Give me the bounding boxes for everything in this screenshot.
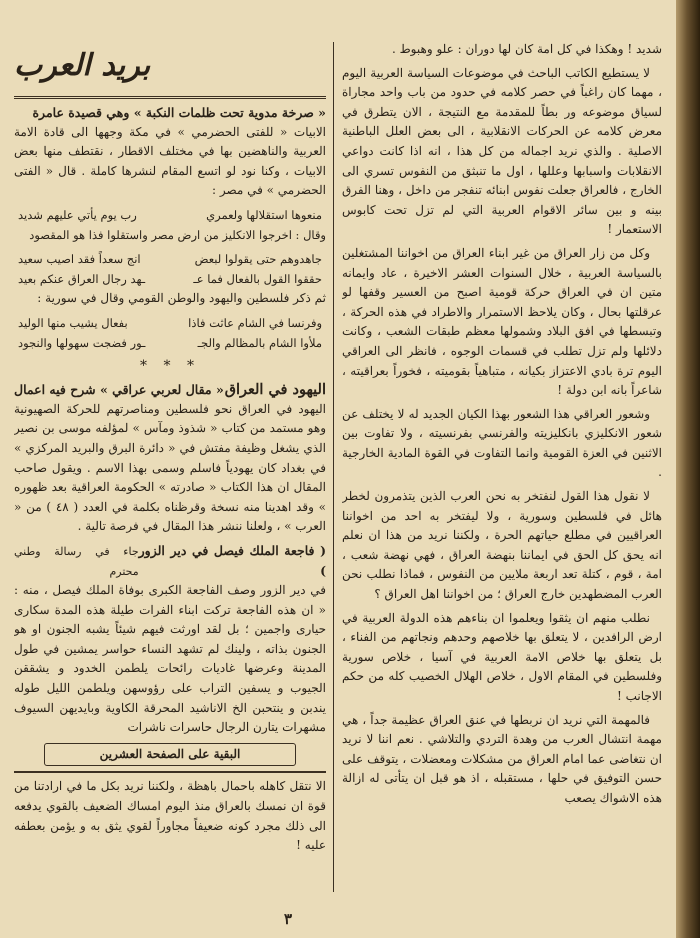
poem-block-2 (14, 249, 326, 289)
left-column (14, 40, 326, 918)
poem-hemistich: ـور فضجت سهولها والنجود (18, 335, 146, 350)
poem-line (14, 249, 326, 269)
poem-hemistich: ـهد رجال العراق عنكم بعيد (18, 271, 146, 286)
poem-hemistich: حققوا القول بالفعال فما عـ (193, 271, 322, 286)
poem-intro: ثم ذكر فلسطين واليهود والوطن القومي وقال في سورية : (37, 290, 326, 305)
paragraph: لا يستطيع الكاتب الباحث في موضوعات السياسة العربية اليوم ، مهما كان راغباً في حصر كلامه في حدود من باب واحد مجاراة لسياق موضوعه ور بطاً للمقدمة مع النتيجة ، الان يتطرق في معرض كلامه عن الحركات الانقلابية ، الى بعض العلل الباطنية الاصلية . والذي نريد اجماله من كل هذا ، انه اذا كانت دواعي الانقلابات واسبابها وعللها ، اول ما تنبثق من النفوس تسري الى الخارج ، فالعراق جعلت نفوس ابنائه تنفجر من داخل ، وهنا الفرق بينه و بين سائر الاقوام العربية التي لم تزل تحت كابوس الاستعمار ! (342, 65, 662, 237)
book-spine (676, 0, 700, 938)
poem-hemistich: ملأوا الشام بالمظالم والجـ (197, 335, 322, 350)
deir-header (14, 541, 326, 581)
poem-block-3 (14, 313, 326, 353)
section-separator: * * * (140, 357, 200, 374)
continued-note: البقية على الصفحة العشرين (44, 743, 296, 767)
article-subtitle: « مقال لعربي عراقي » شرح فيه اعمال (14, 382, 224, 398)
boxed-title: ( فاجعة الملك فيصل في دير الزور ) (138, 542, 326, 578)
poem-hemistich: انج سعداً فقد اصيب سعيد (18, 251, 141, 266)
right-column (342, 40, 662, 918)
poem-hemistich: رب يوم يأتي عليهم شديد (18, 207, 137, 222)
article-header (14, 380, 326, 400)
masthead-rule (14, 96, 326, 99)
article-text: اليهود في العراق نحو فلسطين ومناصرتهم للحركة الصهيونية وهو مستمد من كتاب « شذوذ ومآس » لمؤلفه موسى بن نصير الذي يشغل وظيفة مفتش في « دائرة البرق والبريد المركزي » في بغداد كان يهودياً فاسلم وسمى بهذا الاسم . ويقول صاحب المقال ان هذا الكتاب « صادرته » الحكومة العراقية بعد ظهوره » وقد اهدينا منه نسخة وقرظناه بكلمة في العدد ( ٤٨ ) من « العرب » ، ولعلنا ننشر هذا المقال في فرصة تالية . (14, 401, 326, 534)
intro-text: الابيات « للفتى الحضرمي » في مكة وجهها الى قادة الامة العربية والناهضين بها في مختلف الاقطار ، نقتطف منها بعض الابيات ، وكنا نود لو اتسع المقام لنشرها كاملة . قال « الفتى الحضرمي » في مصر : (14, 124, 326, 198)
paragraph: وكل من زار العراق من غير ابناء العراق من اخواننا المشتغلين بالسياسة العربية ، خلال السنوات العشر الاخيرة ، عاد وايمانه متين ان في العراق حركة قومية اصبح من العسير وقفها لو عرقلتها بحال ، وكان يلاحظ الاستمرار والاطراد في هذه الحركة ، وتبسطها في افق البلاد وشمولها معظم طبقات الشعب ، وكانت دلائلها ولم تزل تطلب في قسمات الوجوه ، فانظر الى العراقي اليوم ترة بادي الاعتزاز بكيانه ، متباهياً بقوميته ، فخوراً بعراقيته ، شاعراً بانه ابن دولة ! (342, 245, 662, 398)
poem-hemistich: منعوها استقلالها ولعمري (206, 207, 322, 222)
paragraph: لا نقول هذا القول لنفتخر به نحن العرب الذين يتذمرون لخطر هائل في فلسطين وسورية ، ولا ليفتخر به احد من اخواننا العراقيين في مطلع حياتهم الحرة ، ولكننا نريد من هذا ان نعلم انه يحق كل الحق في ايماننا بنهضة العراق ، فهي نهضة شعب ، امة ، قوم ، كتلة تعد اربعة ملايين من النفوس ، فماذا نطلب نحن العرب المضطهدين خارج العراق ؛ من اخواننا اهل العراق ؟ (342, 489, 662, 602)
masthead: بريد العرب (14, 48, 151, 83)
poem-line (14, 333, 326, 353)
poem-line (14, 205, 326, 225)
poem-hemistich: وفرنسا في الشام عاثت فاذا (188, 315, 322, 330)
poem-hemistich: جاهدوهم حتى يقولوا لبعض (194, 251, 322, 266)
poem-line (14, 313, 326, 333)
paragraph: شديد ! وهكذا في كل امة كان لها دوران : علو وهبوط . (391, 42, 662, 56)
article-title: اليهود في العراق (224, 381, 326, 399)
poem-line (14, 269, 326, 289)
paragraph: وشعور العراقي هذا الشعور بهذا الكيان الجديد له لا يختلف عن شعور الانكليزي بانكليزيته والفرنسي بفرنسيته ، ولا تفاوت بين الاثنين في العزة القومية وانما التفاوت في القوة المادية الخارجية . (342, 406, 662, 480)
column-divider (333, 42, 334, 892)
paragraph: نطلب منهم ان يثقوا ويعلموا ان بناءهم هذه الدولة العربية في ارض الرافدين ، لا يتعلق بها خلاصهم وحدهم ونجاتهم من الفناء ، بل يتعلق بها خلاص الامة العربية في آسيا ، خلاص سورية وفلسطين في المقام الاول ، خلاص الهلال الخصيب كله من حكم الاجانب ! (342, 610, 662, 703)
poem-hemistich: بفعال يشيب منها الوليد (18, 315, 128, 330)
paragraph: فالمهمة التي نريد ان نربطها في عنق العراق عظيمة جداً ، هي مهمة انتشال العرب من وهدة التردي والتلاشي . نعم اننا لا نريد ان نتغاضى عما امام العراق من مشكلات ومعضلات ، يتوقف على حسن التوفيق في حلها ، مستقبله ، اذ هو قبل ان يتأتى له ازالة هذه الاشواك يصعب (342, 712, 662, 805)
boxed-aside: جاء في رسالة وطني محترم (14, 544, 139, 578)
intro-heading: « صرخة مدوية تحت ظلمات النكبة » وهي قصيدة عامرة (32, 105, 326, 120)
footer-paragraph-box (14, 771, 326, 855)
poem-lead: وقال : اخرجوا الانكليز من ارض مصر واستقلوا فذا هو المقصود (29, 227, 326, 242)
footer-text: الا نتقل كاهله باحمال باهظة ، ولكننا نريد بكل ما في ارادتنا من قوة ان نمسك بالعراق منذ اليوم امساك الضعيف بالقوي يدفعه الى ذلك مجرد كونه ضعيفاً مجاوراً لقوي يثق به و يؤمن بعطفه عليه ! (14, 779, 326, 853)
page-number: ٣ (284, 910, 293, 928)
poem-block-1 (14, 205, 326, 225)
deir-text: في دير الزور وصف الفاجعة الكبرى بوفاة الملك فيصل ، منه : « ان هذه الفاجعة تركت ابناء الفرات طيلة هذه المدة سكارى حيارى واجمين ؛ بل لقد اورثت فيهم شيئاً يشبه الجنون او هو الجنون بذاته ، ولينك لم تشهد النساء حواسر يمشين في طول المدينة وعرضها غاديات رائحات يلطمن الخدود و يشققن الجيوب و يسفين التراب على رؤوسهن ويلطمن الليل طوله يندبن و ينتحبن الخ الاناشيد المحرقة الكاوية وبايديهن السيوف مشهرات يتارن الرجال حاسرات ناشرات (14, 583, 326, 735)
